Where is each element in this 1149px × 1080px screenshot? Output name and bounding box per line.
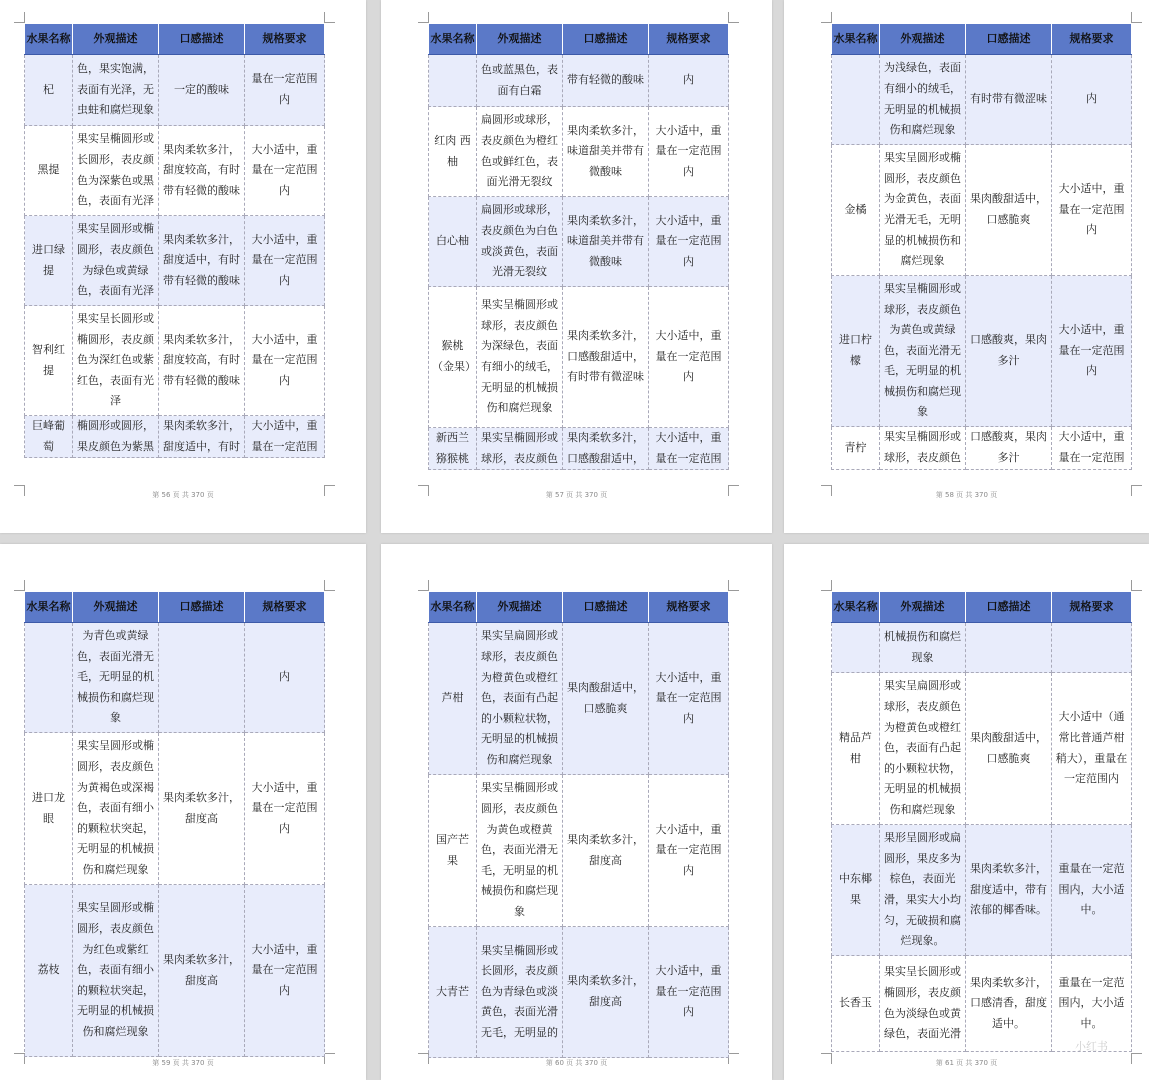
cell-name: 荔枝 [25, 885, 73, 1057]
column-header: 外观描述 [477, 24, 563, 55]
cell-spec: 大小适中，重量在一定范围内 [649, 197, 729, 287]
column-header: 规格要求 [1052, 592, 1132, 623]
cell-spec: 大小适中，重量在一定范围内 [649, 927, 729, 1058]
crop-mark [1131, 580, 1142, 591]
cell-spec: 量在一定范围内 [245, 55, 325, 126]
cell-name [832, 55, 880, 145]
cell-spec: 大小适中，重量在一定范围内 [245, 306, 325, 416]
column-header: 水果名称 [25, 24, 73, 55]
cell-appearance: 机械损伤和腐烂现象 [880, 623, 966, 673]
column-header: 外观描述 [73, 24, 159, 55]
page-footer: 第 58 页 共 370 页 [935, 491, 998, 499]
cell-appearance: 果实呈圆形或椭圆形，表皮颜色为红色或紫红色，表面有细小的颗粒状突起，无明显的机械损伤和腐烂现象 [73, 885, 159, 1057]
cell-taste [159, 623, 245, 733]
column-header: 水果名称 [832, 24, 880, 55]
page-footer: 第 61 页 共 370 页 [935, 1059, 998, 1067]
cell-appearance: 果实呈椭圆形或球形，表皮颜色为黄色或黄绿色，表面光滑无毛，无明显的机械损伤和腐烂现象 [880, 276, 966, 427]
cell-taste: 果肉酸甜适中，口感脆爽 [966, 145, 1052, 276]
cell-name: 进口龙眼 [25, 733, 73, 885]
cell-taste: 果肉酸甜适中，口感脆爽 [966, 673, 1052, 825]
fruit-spec-table [24, 24, 325, 458]
cell-name [832, 623, 880, 673]
cell-appearance: 果实呈扁圆形或球形，表皮颜色为橙黄色或橙红色，表面有凸起的小颗粒状物，无明显的机械损伤和腐烂现象 [477, 623, 563, 775]
cell-appearance: 扁圆形或球形，表皮颜色为白色或淡黄色，表面光滑无裂纹 [477, 197, 563, 287]
page-footer: 第 57 页 共 370 页 [545, 491, 608, 499]
crop-mark [418, 12, 429, 23]
cell-spec: 大小适中（通常比普通芦柑稍大），重量在一定范围内 [1052, 673, 1132, 825]
table-row [429, 55, 729, 107]
cell-taste: 有时带有微涩味 [966, 55, 1052, 145]
cell-name: 国产芒果 [429, 775, 477, 927]
cell-taste: 带有轻微的酸味 [563, 55, 649, 107]
column-header: 口感描述 [159, 592, 245, 623]
column-header: 规格要求 [245, 592, 325, 623]
table-row [832, 825, 1132, 956]
column-header: 水果名称 [832, 592, 880, 623]
table-row [25, 216, 325, 306]
cell-name: 金橘 [832, 145, 880, 276]
cell-appearance: 果实呈圆形或椭圆形，表皮颜色为金黄色，表面光滑无毛，无明显的机械损伤和腐烂现象 [880, 145, 966, 276]
cell-appearance: 果实呈椭圆形或球形，表皮颜色 [477, 428, 563, 470]
cell-taste: 果肉酸甜适中，口感脆爽 [563, 623, 649, 775]
cell-spec: 重量在一定范围内，大小适中。 [1052, 825, 1132, 956]
table-row [25, 733, 325, 885]
cell-spec: 大小适中，重量在一定范围 [649, 428, 729, 470]
cell-taste: 果肉柔软多汁，甜度适中，带有浓郁的椰香味。 [966, 825, 1052, 956]
cell-taste: 果肉柔软多汁，甜度较高，有时带有轻微的酸味 [159, 306, 245, 416]
document-page [784, 0, 1149, 533]
crop-mark [324, 12, 335, 23]
column-header: 口感描述 [159, 24, 245, 55]
cell-appearance: 果实呈椭圆形或球形，表皮颜色为深绿色，表面有细小的绒毛，无明显的机械损伤和腐烂现象 [477, 287, 563, 428]
crop-mark [14, 12, 25, 23]
fruit-spec-table [831, 592, 1132, 1052]
crop-mark [1131, 12, 1142, 23]
document-page [0, 544, 366, 1080]
table-row [832, 55, 1132, 145]
cell-name: 红肉 西柚 [429, 107, 477, 197]
table-row [429, 287, 729, 428]
table-row [25, 885, 325, 1057]
cell-taste: 果肉柔软多汁，口感酸甜适中， [563, 428, 649, 470]
table-row [25, 55, 325, 126]
cell-spec: 大小适中，重量在一定范围内 [649, 287, 729, 428]
cell-name [25, 623, 73, 733]
table-row [832, 427, 1132, 470]
crop-mark [821, 580, 832, 591]
cell-appearance: 果形呈圆形或扁圆形，果皮多为棕色，表面光滑，果实大小均匀，无破损和腐烂现象。 [880, 825, 966, 956]
table-row [832, 276, 1132, 427]
cell-appearance: 为青色或黄绿色，表面光滑无毛，无明显的机械损伤和腐烂现象 [73, 623, 159, 733]
column-header: 规格要求 [1052, 24, 1132, 55]
cell-name: 大青芒 [429, 927, 477, 1058]
crop-mark [324, 580, 335, 591]
table-row [429, 775, 729, 927]
cell-appearance: 果实呈椭圆形或长圆形，表皮颜色为深紫色或黑色，表面有光泽 [73, 126, 159, 216]
column-header: 规格要求 [649, 592, 729, 623]
cell-spec: 内 [245, 623, 325, 733]
column-header: 口感描述 [563, 592, 649, 623]
cell-appearance: 果实呈扁圆形或球形，表皮颜色为橙黄色或橙红色，表面有凸起的小颗粒状物，无明显的机械损伤和腐烂现象 [880, 673, 966, 825]
cell-name: 巨峰葡萄 [25, 416, 73, 458]
document-page [381, 0, 772, 533]
table-row [832, 145, 1132, 276]
page-footer: 第 60 页 共 370 页 [545, 1059, 608, 1067]
cell-appearance: 为浅绿色，表面有细小的绒毛，无明显的机械损伤和腐烂现象 [880, 55, 966, 145]
cell-appearance: 果实呈长圆形或椭圆形，表皮颜色为淡绿色或黄绿色，表面光滑 [880, 956, 966, 1052]
cell-spec: 大小适中，重量在一定范围内 [1052, 276, 1132, 427]
crop-mark [728, 580, 739, 591]
cell-spec: 大小适中，重量在一定范围内 [1052, 145, 1132, 276]
cell-appearance: 果实呈椭圆形或球形，表皮颜色 [880, 427, 966, 470]
cell-name: 精品芦柑 [832, 673, 880, 825]
cell-taste: 果肉柔软多汁，甜度高 [159, 733, 245, 885]
cell-name: 杞 [25, 55, 73, 126]
column-header: 口感描述 [966, 24, 1052, 55]
cell-taste: 果肉柔软多汁，味道甜美并带有微酸味 [563, 197, 649, 287]
watermark: 小红书 [1075, 1040, 1108, 1053]
cell-appearance: 果实呈圆形或椭圆形，表皮颜色为黄褐色或深褐色，表面有细小的颗粒状突起，无明显的机械损伤和腐烂现象 [73, 733, 159, 885]
cell-spec: 大小适中，重量在一定范围内 [245, 126, 325, 216]
crop-mark [418, 580, 429, 591]
document-page [784, 544, 1149, 1080]
cell-name: 长香玉 [832, 956, 880, 1052]
cell-taste [966, 623, 1052, 673]
page-footer: 第 59 页 共 370 页 [152, 1059, 214, 1067]
crop-mark [14, 580, 25, 591]
fruit-spec-table [831, 24, 1132, 470]
cell-taste: 果肉柔软多汁，味道甜美并带有微酸味 [563, 107, 649, 197]
cell-taste: 果肉柔软多汁，甜度高 [563, 927, 649, 1058]
column-header: 水果名称 [25, 592, 73, 623]
cell-name: 中东椰果 [832, 825, 880, 956]
cell-appearance: 色或蓝黑色，表面有白霜 [477, 55, 563, 107]
table-row [832, 623, 1132, 673]
cell-taste: 果肉柔软多汁，甜度适中，有时带有轻微的酸味 [159, 216, 245, 306]
cell-spec: 大小适中，重量在一定范围内 [245, 216, 325, 306]
cell-taste: 果肉柔软多汁，甜度适中，有时 [159, 416, 245, 458]
column-header: 外观描述 [880, 24, 966, 55]
cell-taste: 果肉柔软多汁，甜度高 [159, 885, 245, 1057]
column-header: 外观描述 [880, 592, 966, 623]
cell-spec: 大小适中，重量在一定范围内 [245, 733, 325, 885]
cell-name: 青柠 [832, 427, 880, 470]
document-page [381, 544, 772, 1080]
table-row [429, 107, 729, 197]
cell-appearance: 果实呈椭圆形或圆形，表皮颜色为黄色或橙黄色，表面光滑无毛，无明显的机械损伤和腐烂现象 [477, 775, 563, 927]
cell-spec: 内 [649, 55, 729, 107]
column-header: 外观描述 [477, 592, 563, 623]
cell-name: 白心柚 [429, 197, 477, 287]
cell-name [429, 55, 477, 107]
cell-taste: 果肉柔软多汁，甜度较高，有时带有轻微的酸味 [159, 126, 245, 216]
column-header: 口感描述 [563, 24, 649, 55]
cell-appearance: 果实呈圆形或椭圆形，表皮颜色为绿色或黄绿色，表面有光泽 [73, 216, 159, 306]
cell-name: 智利红提 [25, 306, 73, 416]
table-row [25, 306, 325, 416]
table-row [832, 673, 1132, 825]
cell-name: 新西兰猕猴桃 [429, 428, 477, 470]
page-footer: 第 56 页 共 370 页 [152, 491, 214, 499]
table-row [25, 623, 325, 733]
cell-appearance: 椭圆形或圆形，果皮颜色为紫黑 [73, 416, 159, 458]
cell-appearance: 扁圆形或球形，表皮颜色为橙红色或鲜红色，表面光滑无裂纹 [477, 107, 563, 197]
cell-appearance: 果实呈椭圆形或长圆形，表皮颜色为青绿色或淡黄色，表面光滑无毛，无明显的 [477, 927, 563, 1058]
cell-spec: 大小适中，重量在一定范围内 [649, 107, 729, 197]
cell-name: 芦柑 [429, 623, 477, 775]
cell-taste: 口感酸爽，果肉多汁 [966, 276, 1052, 427]
table-row [429, 927, 729, 1058]
cell-spec: 大小适中，重量在一定范围 [1052, 427, 1132, 470]
table-row [25, 126, 325, 216]
cell-name: 进口柠檬 [832, 276, 880, 427]
cell-taste: 口感酸爽，果肉多汁 [966, 427, 1052, 470]
cell-spec: 大小适中，重量在一定范围内 [649, 623, 729, 775]
column-header: 外观描述 [73, 592, 159, 623]
column-header: 规格要求 [649, 24, 729, 55]
cell-appearance: 果实呈长圆形或椭圆形，表皮颜色为深红色或紫红色，表面有光泽 [73, 306, 159, 416]
table-row [429, 428, 729, 470]
cell-spec: 大小适中，重量在一定范围内 [245, 885, 325, 1057]
cell-appearance: 色，果实饱满，表面有光泽，无虫蛀和腐烂现象 [73, 55, 159, 126]
cell-name: 黑提 [25, 126, 73, 216]
document-page [0, 0, 366, 533]
table-row [429, 623, 729, 775]
column-header: 水果名称 [429, 592, 477, 623]
cell-name: 猴桃（金果） [429, 287, 477, 428]
cell-spec [1052, 623, 1132, 673]
column-header: 口感描述 [966, 592, 1052, 623]
cell-spec: 大小适中，重量在一定范围 [245, 416, 325, 458]
crop-mark [821, 12, 832, 23]
cell-taste: 一定的酸味 [159, 55, 245, 126]
table-row [25, 416, 325, 458]
cell-name: 进口绿提 [25, 216, 73, 306]
crop-mark [728, 12, 739, 23]
table-row [429, 197, 729, 287]
fruit-spec-table [24, 592, 325, 1057]
fruit-spec-table [428, 24, 729, 470]
fruit-spec-table [428, 592, 729, 1058]
column-header: 规格要求 [245, 24, 325, 55]
cell-spec: 内 [1052, 55, 1132, 145]
column-header: 水果名称 [429, 24, 477, 55]
cell-taste: 果肉柔软多汁，口感清香，甜度适中。 [966, 956, 1052, 1052]
cell-taste: 果肉柔软多汁，甜度高 [563, 775, 649, 927]
cell-taste: 果肉柔软多汁，口感酸甜适中，有时带有微涩味 [563, 287, 649, 428]
cell-spec: 重量在一定范围内，大小适中。 [1052, 956, 1132, 1052]
cell-spec: 大小适中，重量在一定范围内 [649, 775, 729, 927]
